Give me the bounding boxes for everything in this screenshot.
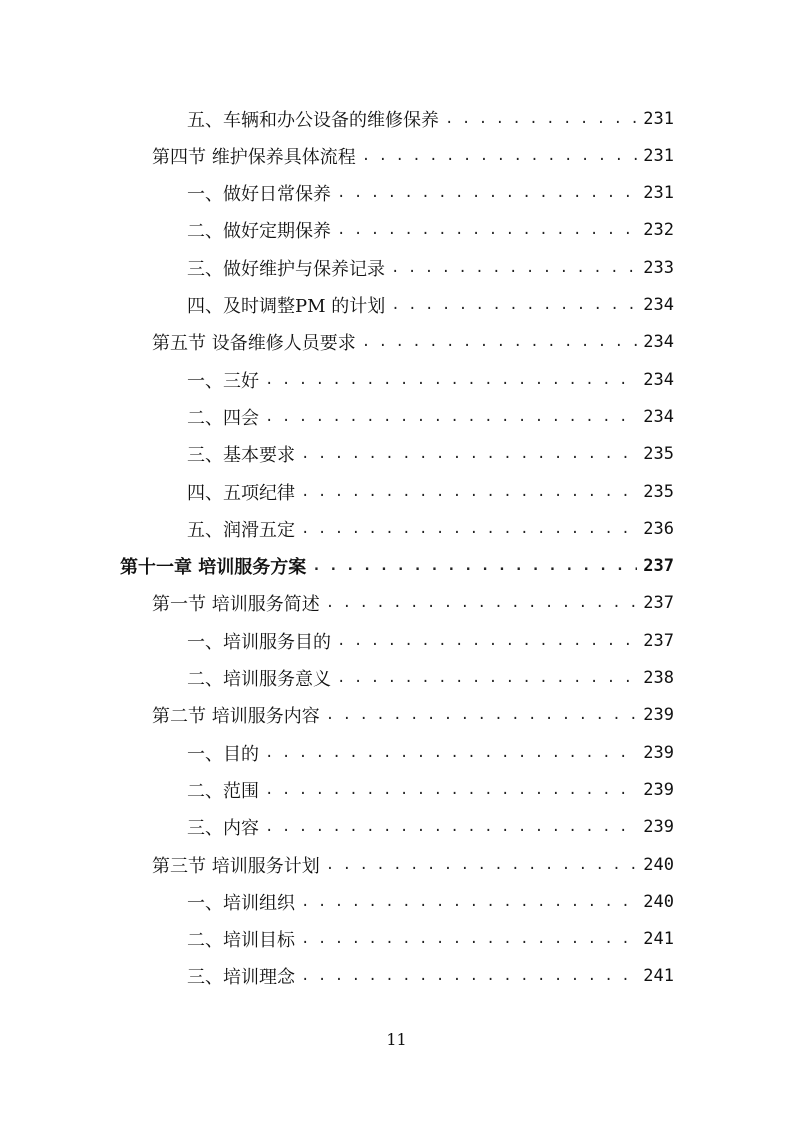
toc-entry-page: 232 — [643, 220, 674, 241]
toc-chapter-entry[interactable] — [120, 548, 674, 585]
toc-entry-label: 第二节 培训服务内容 — [152, 706, 320, 728]
toc-entry-label: 三、做好维护与保养记录 — [187, 258, 385, 280]
toc-entry-label: 二、培训目标 — [187, 930, 295, 952]
toc-entry-label: 二、做好定期保养 — [187, 221, 331, 243]
toc-dot-leader — [337, 222, 637, 238]
toc-subsection-entry[interactable] — [187, 398, 674, 435]
toc-entry-page: 234 — [643, 332, 674, 353]
toc-entry-page: 235 — [643, 444, 674, 465]
toc-dot-leader — [265, 409, 637, 425]
toc-entry-label: 一、做好日常保养 — [187, 184, 331, 206]
toc-dot-leader — [265, 819, 637, 835]
toc-entry-page: 235 — [643, 481, 674, 502]
toc-section-entry[interactable] — [152, 585, 674, 622]
toc-dot-leader — [301, 968, 637, 984]
toc-entry-label: 三、基本要求 — [187, 445, 295, 467]
toc-subsection-entry[interactable] — [187, 734, 674, 771]
toc-dot-leader — [301, 521, 637, 537]
toc-dot-leader — [391, 260, 637, 276]
toc-entry-label: 二、范围 — [187, 780, 259, 802]
toc-entry-label: 第三节 培训服务计划 — [152, 855, 320, 877]
toc-entry-page: 236 — [643, 518, 674, 539]
toc-entry-page: 238 — [643, 668, 674, 688]
toc-subsection-entry[interactable] — [187, 175, 674, 212]
toc-entry-page: 231 — [643, 183, 674, 204]
toc-subsection-entry[interactable] — [187, 622, 674, 659]
toc-entry-page: 234 — [643, 406, 674, 427]
toc-entry-page: 234 — [643, 369, 674, 390]
toc-entry-label: 一、培训组织 — [187, 892, 295, 914]
toc-dot-leader — [362, 334, 638, 350]
toc-dot-leader — [265, 745, 637, 761]
toc-section-entry[interactable] — [152, 846, 674, 883]
toc-entry-label: 五、润滑五定 — [187, 519, 295, 541]
toc-subsection-entry[interactable] — [187, 771, 674, 808]
toc-dot-leader — [265, 372, 637, 388]
toc-entry-page: 239 — [643, 742, 674, 763]
toc-subsection-entry[interactable] — [187, 361, 674, 398]
toc-entry-page: 237 — [643, 556, 674, 577]
toc-entry-page: 231 — [643, 145, 674, 166]
toc-entry-label: 第十一章 培训服务方案 — [120, 557, 307, 579]
toc-entry-label: 四、及时调整PM 的计划 — [187, 296, 386, 317]
toc-entry-page: 231 — [643, 108, 674, 129]
toc-entry-page: 240 — [643, 891, 674, 912]
toc-subsection-entry[interactable] — [187, 660, 674, 697]
toc-entry-label: 第五节 设备维修人员要求 — [152, 333, 356, 355]
toc-subsection-entry[interactable] — [187, 212, 674, 249]
toc-subsection-entry[interactable] — [187, 510, 674, 547]
toc-dot-leader — [337, 670, 637, 686]
toc-dot-leader — [312, 558, 637, 574]
toc-section-entry[interactable] — [152, 137, 674, 174]
toc-entry-page: 234 — [643, 295, 674, 315]
toc-subsection-entry[interactable] — [187, 249, 674, 286]
toc-entry-page: 239 — [643, 779, 674, 800]
toc-dot-leader — [362, 148, 638, 164]
toc-entry-label: 三、培训理念 — [187, 967, 295, 989]
toc-subsection-entry[interactable] — [187, 958, 674, 995]
toc-entry-page: 241 — [643, 929, 674, 950]
toc-entry-label: 二、四会 — [187, 407, 259, 429]
toc-entry-label: 一、三好 — [187, 370, 259, 392]
toc-entry-page: 239 — [643, 817, 674, 838]
toc-section-entry[interactable] — [152, 324, 674, 361]
toc-entry-page: 233 — [643, 257, 674, 278]
toc-dot-leader — [301, 446, 637, 462]
toc-entry-label: 四、五项纪律 — [187, 482, 295, 504]
toc-entry-label: 第四节 维护保养具体流程 — [152, 146, 356, 168]
toc-dot-leader — [326, 707, 638, 723]
toc-subsection-entry[interactable] — [187, 809, 674, 846]
toc-dot-leader — [265, 782, 637, 798]
toc-entry-page: 240 — [643, 854, 674, 875]
toc-subsection-entry[interactable] — [187, 436, 674, 473]
toc-dot-leader — [337, 633, 637, 649]
toc-section-entry[interactable] — [152, 697, 674, 734]
toc-entry-page: 237 — [643, 593, 674, 614]
toc-entry-label: 一、培训服务目的 — [187, 631, 331, 653]
toc-dot-leader — [391, 297, 637, 313]
toc-subsection-entry[interactable] — [187, 100, 674, 137]
toc-entry-page: 237 — [643, 630, 674, 651]
toc-subsection-entry[interactable] — [187, 287, 674, 324]
toc-entry-label: 五、车辆和办公设备的维修保养 — [187, 109, 439, 131]
toc-dot-leader — [326, 857, 638, 873]
toc-dot-leader — [337, 185, 637, 201]
toc-entry-label: 第一节 培训服务简述 — [152, 594, 320, 616]
toc-dot-leader — [301, 484, 637, 500]
toc-dot-leader — [445, 111, 637, 127]
toc-dot-leader — [301, 931, 637, 947]
toc-entry-label: 一、目的 — [187, 743, 259, 765]
toc-entry-page: 239 — [643, 705, 674, 726]
toc-entry-page: 241 — [643, 966, 674, 987]
toc-dot-leader — [301, 894, 637, 910]
toc-subsection-entry[interactable] — [187, 473, 674, 510]
toc-subsection-entry[interactable] — [187, 921, 674, 958]
toc-entry-label: 三、内容 — [187, 818, 259, 840]
toc-dot-leader — [326, 595, 638, 611]
toc-subsection-entry[interactable] — [187, 883, 674, 920]
page-number: 11 — [386, 1030, 407, 1049]
toc-entry-label: 二、培训服务意义 — [187, 669, 331, 690]
